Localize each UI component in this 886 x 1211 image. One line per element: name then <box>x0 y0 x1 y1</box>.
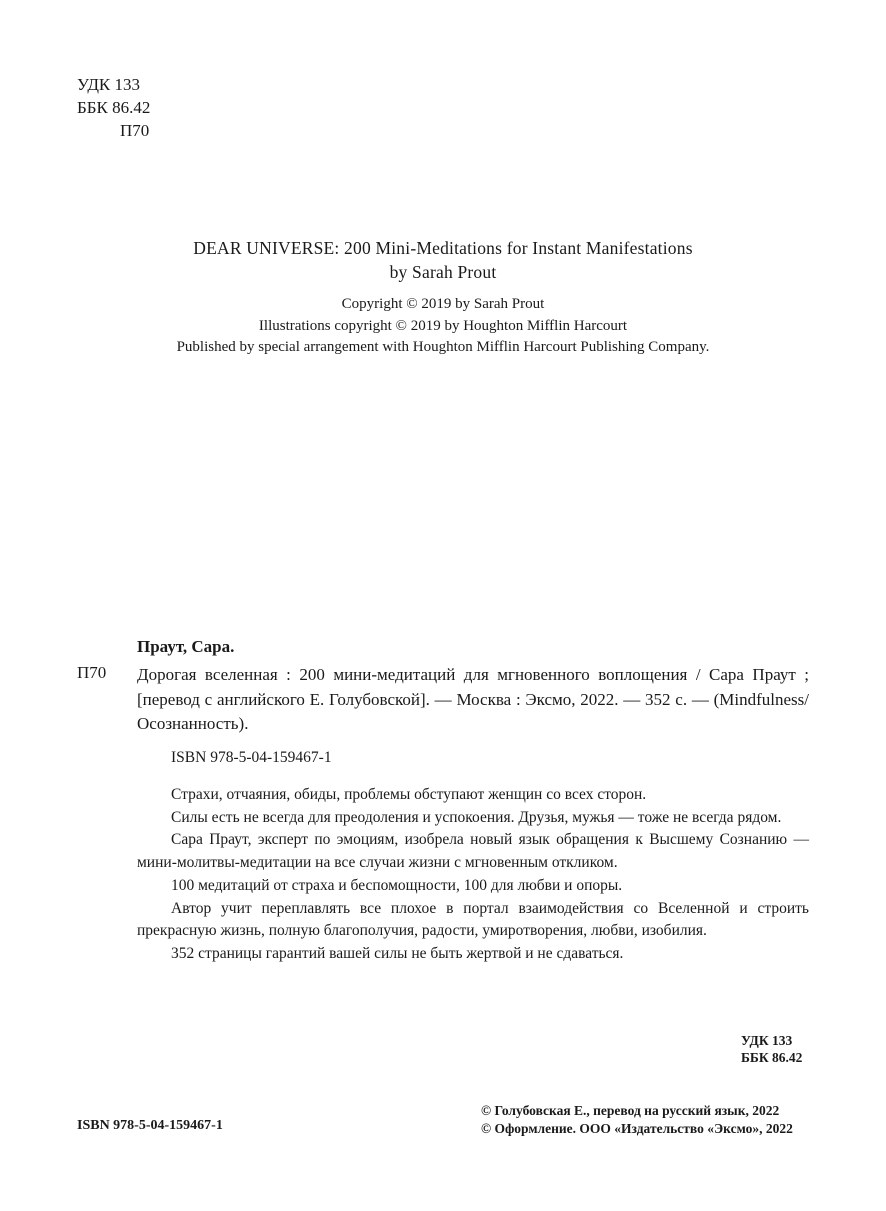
footer-codes <box>741 1032 802 1066</box>
annotation-paragraph: Сара Праут, эксперт по эмоциям, изобрела новый язык обращения к Высшему Сознанию — мини-молитвы-медитации на все случаи жизни с мгновенным откликом. <box>137 831 809 872</box>
footer-bbk: ББК 86.42 <box>741 1050 803 1065</box>
annotation-paragraph: Силы есть не всегда для преодоления и успокоения. Друзья, мужья — тоже не всегда рядом. <box>171 808 782 826</box>
copyright-block <box>0 294 886 359</box>
rights-line: © Голубовская Е., перевод на русский язык, 2022 <box>481 1103 780 1118</box>
original-title: DEAR UNIVERSE: 200 Mini-Meditations for Instant Manifestations <box>193 238 693 258</box>
original-title-block <box>0 236 886 284</box>
bbk-code: ББК 86.42 <box>77 98 151 117</box>
annotation-paragraph: Страхи, отчаяния, обиды, проблемы обступают женщин со всех сторон. <box>171 786 647 803</box>
author-mark: П70 <box>120 121 150 140</box>
annotation-paragraph: 100 медитаций от страха и беспомощности, 100 для любви и опоры. <box>171 876 623 894</box>
catalog-author-mark: П70 <box>77 663 107 682</box>
rights-block <box>481 1102 793 1138</box>
copyright-line: Copyright © 2019 by Sarah Prout <box>341 296 545 312</box>
copyright-line: Illustrations copyright © 2019 by Houghton Mifflin Harcourt <box>258 317 628 334</box>
original-byline: by Sarah Prout <box>389 262 497 282</box>
footer-isbn: ISBN 978-5-04-159467-1 <box>77 1118 223 1133</box>
footer-udk: УДК 133 <box>741 1033 793 1048</box>
catalog-isbn: ISBN 978-5-04-159467-1 <box>171 749 332 766</box>
udk-code: УДК 133 <box>77 75 141 94</box>
annotation-paragraph: 352 страницы гарантий вашей силы не быть жертвой и не сдаваться. <box>171 944 624 962</box>
classification-codes <box>77 73 150 142</box>
copyright-line: Published by special arrangement with Houghton Mifflin Harcourt Publishing Company. <box>176 339 710 355</box>
annotation <box>137 784 809 966</box>
rights-line: © Оформление. ООО «Издательство «Эксмо», 2022 <box>481 1121 793 1136</box>
annotation-paragraph: Автор учит переплавлять все плохое в портал взаимодействия со Вселенной и строить прекрасную жизнь, полную благополучия, радости, умиротворения, любви, изобилия. <box>137 899 809 940</box>
catalog-author-heading: Праут, Сара. <box>137 637 235 656</box>
catalog-description: Дорогая вселенная : 200 мини-медитаций для мгновенного воплощения / Сара Праут ; [перевод с английского Е. Голубовской]. — Москва : Эксмо, 2022. — 352 с. — (Mindfulness/Осознанность). <box>137 665 809 733</box>
